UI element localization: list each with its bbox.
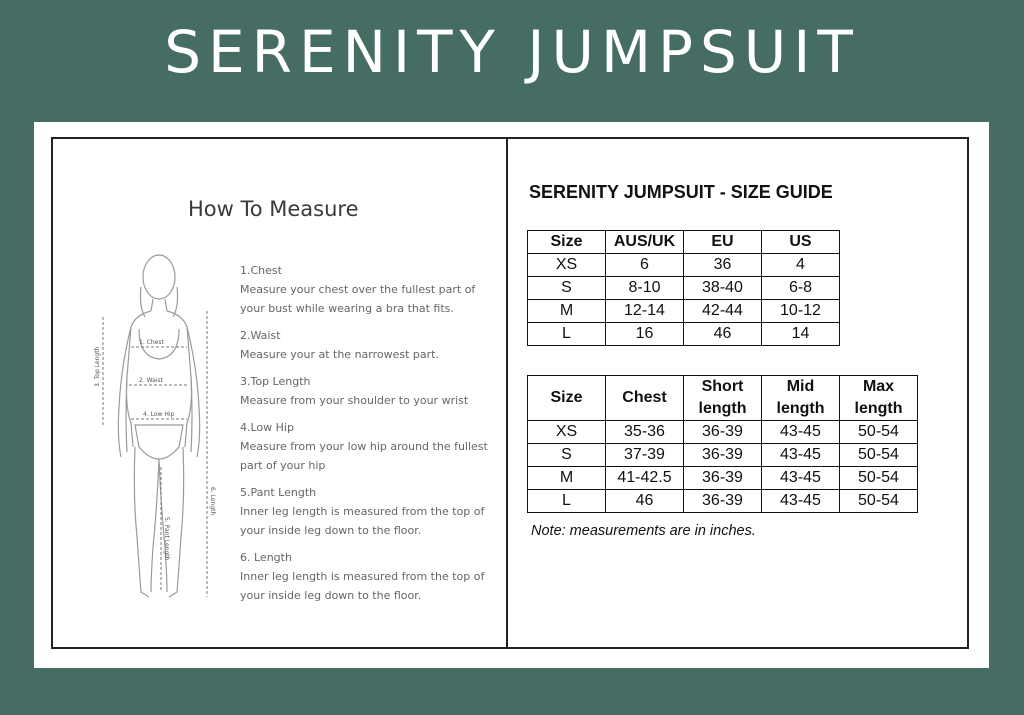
table-row: L 46 36-39 43-45 50-54 [528, 490, 918, 513]
how-to-measure-heading: How To Measure [188, 197, 359, 221]
table-header-row [528, 376, 918, 421]
header-size: Size [528, 231, 606, 254]
header-max-length: Max length [840, 376, 918, 421]
figure-label-length: 6. Length [209, 487, 216, 516]
table-row: M 41-42.5 36-39 43-45 50-54 [528, 467, 918, 490]
measurements-table [527, 375, 918, 513]
measure-steps [240, 261, 490, 613]
step-length: 6. Length Inner leg length is measured from the top of your inside leg down to the floor. [240, 551, 485, 602]
step-chest: 1.Chest Measure your chest over the fullest part of your bust while wearing a bra that fits. [240, 264, 476, 315]
header-aus-uk: AUS/UK [606, 231, 684, 254]
body-figure-illustration [79, 247, 229, 607]
figure-label-chest: 1. Chest [139, 339, 164, 346]
figure-label-waist: 2. Waist [139, 377, 164, 384]
step-waist: 2.Waist Measure your at the narrowest part. [240, 329, 439, 361]
size-conversion-table [527, 230, 840, 346]
figure-label-top-length: 3. Top Length [94, 346, 101, 387]
size-guide-title: SERENITY JUMPSUIT - SIZE GUIDE [529, 182, 833, 202]
step-pant-length: 5.Pant Length Inner leg length is measured from the top of your inside leg down to the floor. [240, 486, 485, 537]
table-row: S 8-10 38-40 6-8 [528, 277, 840, 300]
table-row: M 12-14 42-44 10-12 [528, 300, 840, 323]
header-mid-length: Mid length [762, 376, 840, 421]
header-chest: Chest [606, 376, 684, 421]
figure-label-low-hip: 4. Low Hip [143, 411, 175, 418]
header-size: Size [528, 376, 606, 421]
figure-label-pant-length: 5. Pant Length [163, 517, 170, 561]
header-us: US [762, 231, 840, 254]
page-title: SERENITY JUMPSUIT [164, 18, 860, 86]
table-row: S 37-39 36-39 43-45 50-54 [528, 444, 918, 467]
table-row: L 16 46 14 [528, 323, 840, 346]
step-top-length: 3.Top Length Measure from your shoulder to your wrist [240, 375, 469, 407]
header-short-length: Short length [684, 376, 762, 421]
panel-divider [506, 139, 508, 647]
measurement-note: Note: measurements are in inches. [531, 523, 756, 539]
header-eu: EU [684, 231, 762, 254]
table-row: XS 35-36 36-39 43-45 50-54 [528, 421, 918, 444]
step-low-hip: 4.Low Hip Measure from your low hip around the fullest part of your hip [240, 421, 488, 472]
table-header-row [528, 231, 840, 254]
table-row: XS 6 36 4 [528, 254, 840, 277]
size-guide-card [34, 122, 989, 668]
